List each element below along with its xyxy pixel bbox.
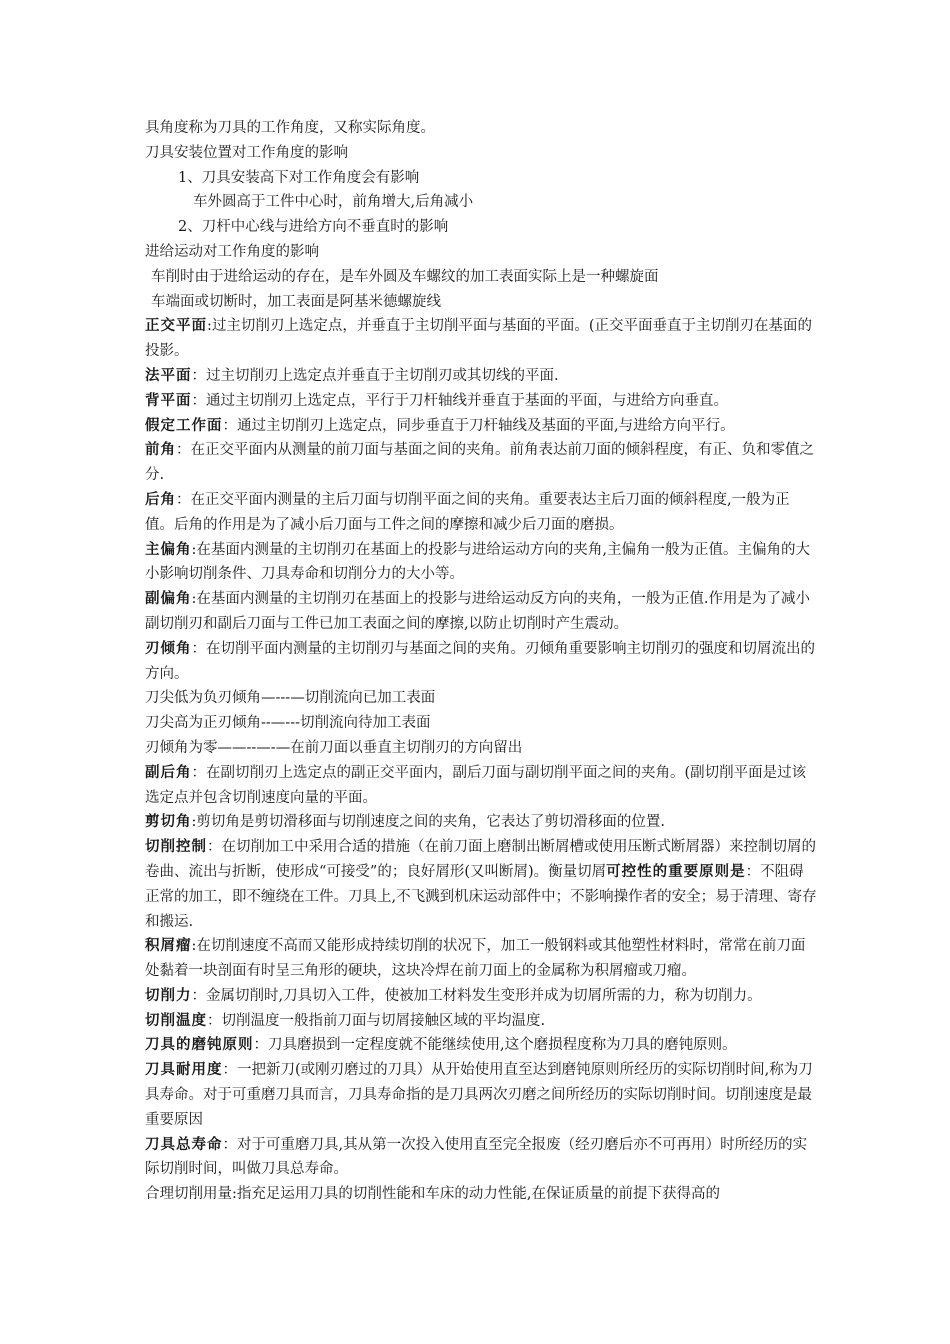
definition: ：不阻碍正常的加工，即不缠绕在工件。刀具上,不飞溅到机床运动部件中；不影响操作者的安全；易于清理、寄存和搬运. — [145, 863, 817, 930]
text-line: 刀尖高为正刃倾角--—---切削流向待加工表面 — [145, 715, 431, 732]
term: 前角 — [145, 442, 176, 459]
definition-paragraph — [145, 314, 817, 364]
term: 刀具耐用度 — [145, 1062, 223, 1079]
definition: ：在正交平面内测量的主后刀面与切削平面之间的夹角。重要表达主后刀面的倾斜程度,一般为正值。后角的作用是为了减小后刀面与工件之间的摩擦和减少后刀面的磨损。 — [145, 491, 790, 533]
term: 副偏角 — [145, 591, 192, 608]
definition: ：在副切削刃上选定点的副正交平面内，副后刀面与副切削平面之间的夹角。(副切削平面是过该选定点并包含切削速度向量的平面。 — [145, 764, 807, 806]
term: 切削温度 — [145, 1012, 207, 1029]
text-line: 刀尖低为负刃倾角—---—切削流向已加工表面 — [145, 690, 436, 707]
definition: :在基面内测量的主切削刃在基面上的投影与进给运动方向的夹角,主偏角一般为正值。主偏角的大小影响切削条件、刀具寿命和切削分力的大小等。 — [145, 541, 810, 583]
definition: ：过主切削刃上选定点并垂直于主切削刃或其切线的平面. — [191, 367, 559, 384]
definition: :在基面内测量的主切削刃在基面上的投影与进给运动反方向的夹角，一般为正值.作用是为了减小副切削刃和副后刀面与工件已加工表面之间的摩擦,以防止切削时产生震动。 — [145, 591, 810, 632]
definition: :剪切角是剪切滑移面与切削速度之间的夹角，它表达了剪切滑移面的位置. — [191, 814, 665, 831]
term: 副后角 — [145, 764, 192, 781]
definition-paragraph — [145, 438, 817, 488]
definition: :在切削速度不高而又能形成持续切削的状况下，加工一般钢料或其他塑性材料时，常常在前刀面处黏着一块剖面有时呈三角形的硬块，这块冷焊在前刀面上的金属称为积屑瘤或刀瘤。 — [145, 938, 806, 980]
definition: ：对于可重磨刀具,其从第一次投入使用直至完全报废（经刃磨后亦不可再用）时所经历的实际切削时间，叫做刀具总寿命。 — [145, 1136, 808, 1178]
definition: ：金属切削时,刀具切入工件，使被加工材料发生变形并成为切屑所需的力，称为切削力。 — [191, 987, 762, 1004]
definition: ：在切削加工中采用合适的措施（在前刀面上磨制出断屑槽或使用压断式断屑器）来控制切屑的卷曲、流出与折断，使形成“可接受”的；良好屑形(又叫断屑)。衡量切屑 — [145, 839, 816, 880]
definition: ：一把新刀(或刚刃磨过的刀具）从开始使用直至达到磨钝原则所经历的实际切削时间,称为刀具寿命。对于可重磨刀具而言，刀具寿命指的是刀具两次刃磨之间所经历的实际切削时间。切削速度是最重要原因 — [145, 1062, 813, 1128]
text-line: 1、刀具安装高下对工作角度会有影响 — [178, 169, 420, 186]
text-line: 刀具安装位置对工作角度的影响 — [145, 144, 348, 161]
definition-paragraph — [145, 1133, 817, 1183]
term: 刀具的磨钝原则 — [145, 1037, 254, 1054]
definition-paragraph — [145, 761, 817, 811]
definition: ：在切削平面内测量的主切削刃与基面之间的夹角。刃倾角重要影响主切削刃的强度和切屑流出的方向。 — [145, 640, 815, 682]
term: 正交平面 — [145, 318, 207, 335]
term: 刀具总寿命 — [145, 1136, 223, 1153]
document-body — [145, 116, 817, 1207]
definition: :过主切削刃上选定点，并垂直于主切削平面与基面的平面。(正交平面垂直于主切削刃在基面的投影。 — [145, 318, 813, 360]
definition: ：通过主切削刃上选定点，平行于刀杆轴线并垂直于基面的平面，与进给方向垂直。 — [191, 392, 728, 409]
term: 可控性的重要原则是 — [606, 863, 746, 880]
text-line: 进给运动对工作角度的影响 — [145, 243, 319, 260]
definition-paragraph — [145, 637, 817, 687]
term: 刃倾角 — [145, 640, 192, 657]
term: 切削控制 — [145, 839, 207, 856]
term: 主偏角 — [145, 541, 192, 558]
text-line: 具角度称为刀具的工作角度，又称实际角度。 — [145, 120, 435, 136]
text-line: 车削时由于进给运动的存在，是车外圆及车螺纹的加工表面实际上是一种螺旋面 — [151, 268, 659, 285]
term: 切削力 — [145, 987, 192, 1004]
text-line: 车端面或切断时，加工表面是阿基米德螺旋线 — [151, 293, 441, 310]
definition-paragraph — [145, 934, 817, 984]
definition: ：通过主切削刃上选定点，同步垂直于刀杆轴线及基面的平面,与进给方向平行。 — [222, 417, 735, 434]
term: 假定工作面 — [145, 417, 223, 434]
term: 后角 — [145, 491, 176, 508]
definition-paragraph — [145, 984, 817, 1009]
definition-paragraph — [145, 835, 817, 934]
term: 剪切角 — [145, 814, 192, 831]
definition-paragraph — [145, 538, 817, 588]
definition-paragraph — [145, 488, 817, 538]
definition-paragraph — [145, 587, 817, 637]
term: 背平面 — [145, 392, 192, 409]
definition: ：切削温度一般指前刀面与切屑接触区域的平均温度. — [207, 1012, 546, 1029]
term: 积屑瘤 — [145, 938, 192, 955]
text-line: 刃倾角为零——--—-—在前刀面以垂直主切削刃的方向留出 — [145, 739, 523, 756]
definition-paragraph — [145, 1009, 817, 1034]
definition-paragraph — [145, 364, 817, 389]
definition-paragraph — [145, 810, 817, 835]
definition-paragraph — [145, 414, 817, 439]
definition-paragraph — [145, 389, 817, 414]
text-line: 合理切削用量:指充足运用刀具的切削性能和车床的动力性能,在保证质量的前提下获得高的 — [145, 1186, 720, 1203]
definition: ：在正交平面内从测量的前刀面与基面之间的夹角。前角表达前刀面的倾斜程度，有正、负和零值之分. — [145, 442, 814, 484]
text-line: 2、刀杆中心线与进给方向不垂直时的影响 — [178, 219, 449, 236]
text-line: 车外圆高于工件中心时，前角增大,后角减小 — [193, 194, 474, 211]
term: 法平面 — [145, 367, 192, 384]
definition-paragraph — [145, 1033, 817, 1058]
definition: ：刀具磨损到一定程度就不能继续使用,这个磨损程度称为刀具的磨钝原则。 — [253, 1037, 737, 1054]
definition-paragraph — [145, 1058, 817, 1132]
